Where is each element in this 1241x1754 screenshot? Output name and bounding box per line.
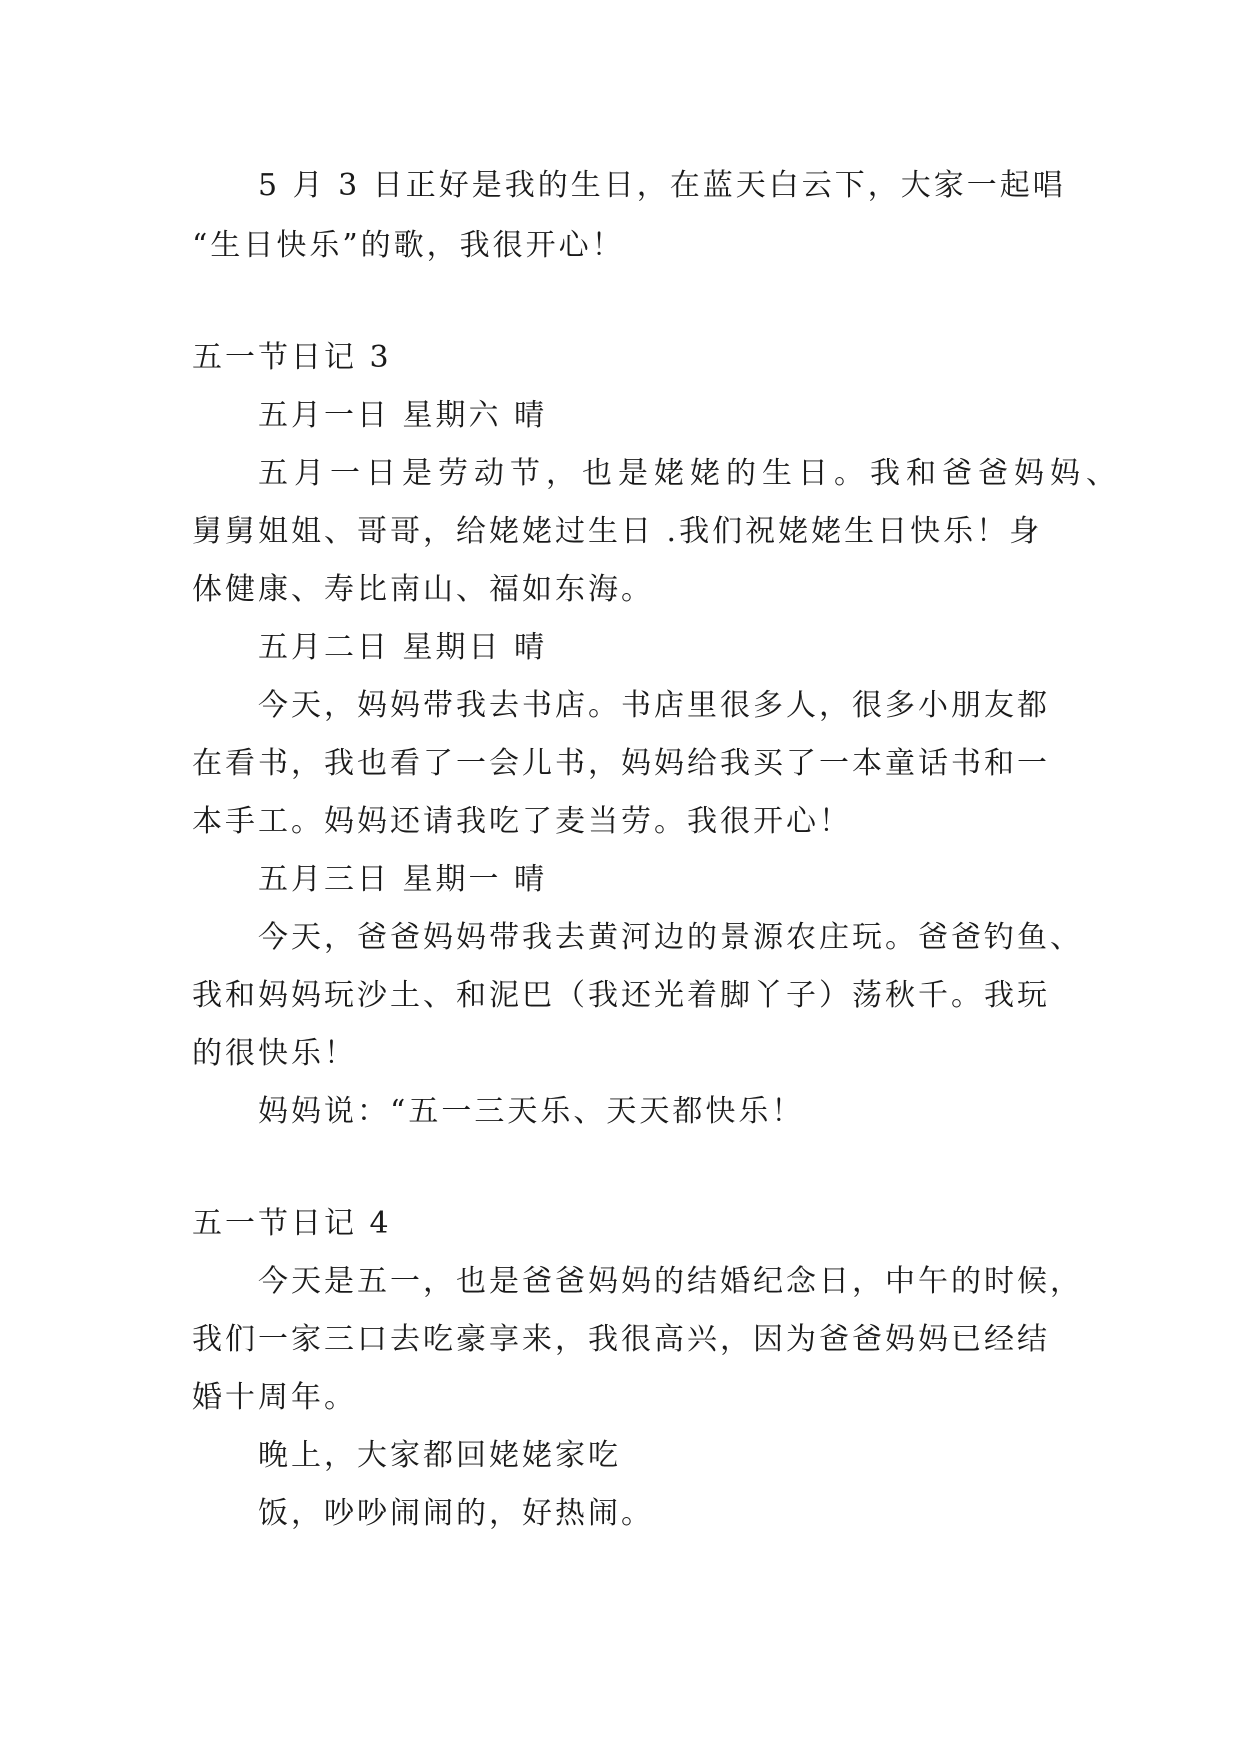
paragraph-line: 今天，爸爸妈妈带我去黄河边的景源农庄玩。爸爸钓鱼、 (258, 920, 1083, 955)
paragraph-line: 的很快乐！ (192, 1036, 357, 1071)
paragraph-line: 5 月 3 日正好是我的生日，在蓝天白云下，大家一起唱 (258, 168, 1066, 203)
paragraph-line: 舅舅姐姐、哥哥，给姥姥过生日 .我们祝姥姥生日快乐！身 (192, 514, 1043, 549)
section-heading: 五一节日记 3 (192, 340, 392, 375)
paragraph-line: 五月一日是劳动节，也是姥姥的生日。我和爸爸妈妈、 (258, 456, 1122, 491)
paragraph-line: 我们一家三口去吃豪享来，我很高兴，因为爸爸妈妈已经结 (192, 1322, 1050, 1357)
paragraph-line: 体健康、寿比南山、福如东海。 (192, 572, 654, 607)
paragraph-line: 今天，妈妈带我去书店。书店里很多人，很多小朋友都 (258, 688, 1050, 723)
paragraph-line: 今天是五一，也是爸爸妈妈的结婚纪念日，中午的时候， (258, 1264, 1083, 1299)
paragraph-line: 本手工。妈妈还请我吃了麦当劳。我很开心！ (192, 804, 852, 839)
section-heading: 五一节日记 4 (192, 1206, 392, 1241)
date-line: 五月二日 星期日 晴 (258, 630, 548, 665)
paragraph-line: 饭，吵吵闹闹的，好热闹。 (258, 1496, 654, 1531)
date-line: 五月一日 星期六 晴 (258, 398, 548, 433)
paragraph-line: 我和妈妈玩沙土、和泥巴（我还光着脚丫子）荡秋千。我玩 (192, 978, 1050, 1013)
paragraph-line: 在看书，我也看了一会儿书，妈妈给我买了一本童话书和一 (192, 746, 1050, 781)
date-line: 五月三日 星期一 晴 (258, 862, 548, 897)
paragraph-line: “生日快乐”的歌，我很开心！ (192, 228, 625, 263)
paragraph-line: 婚十周年。 (192, 1380, 357, 1415)
paragraph-line: 妈妈说：“五一三天乐、天天都快乐！ (258, 1094, 805, 1129)
paragraph-line: 晚上，大家都回姥姥家吃 (258, 1438, 621, 1473)
